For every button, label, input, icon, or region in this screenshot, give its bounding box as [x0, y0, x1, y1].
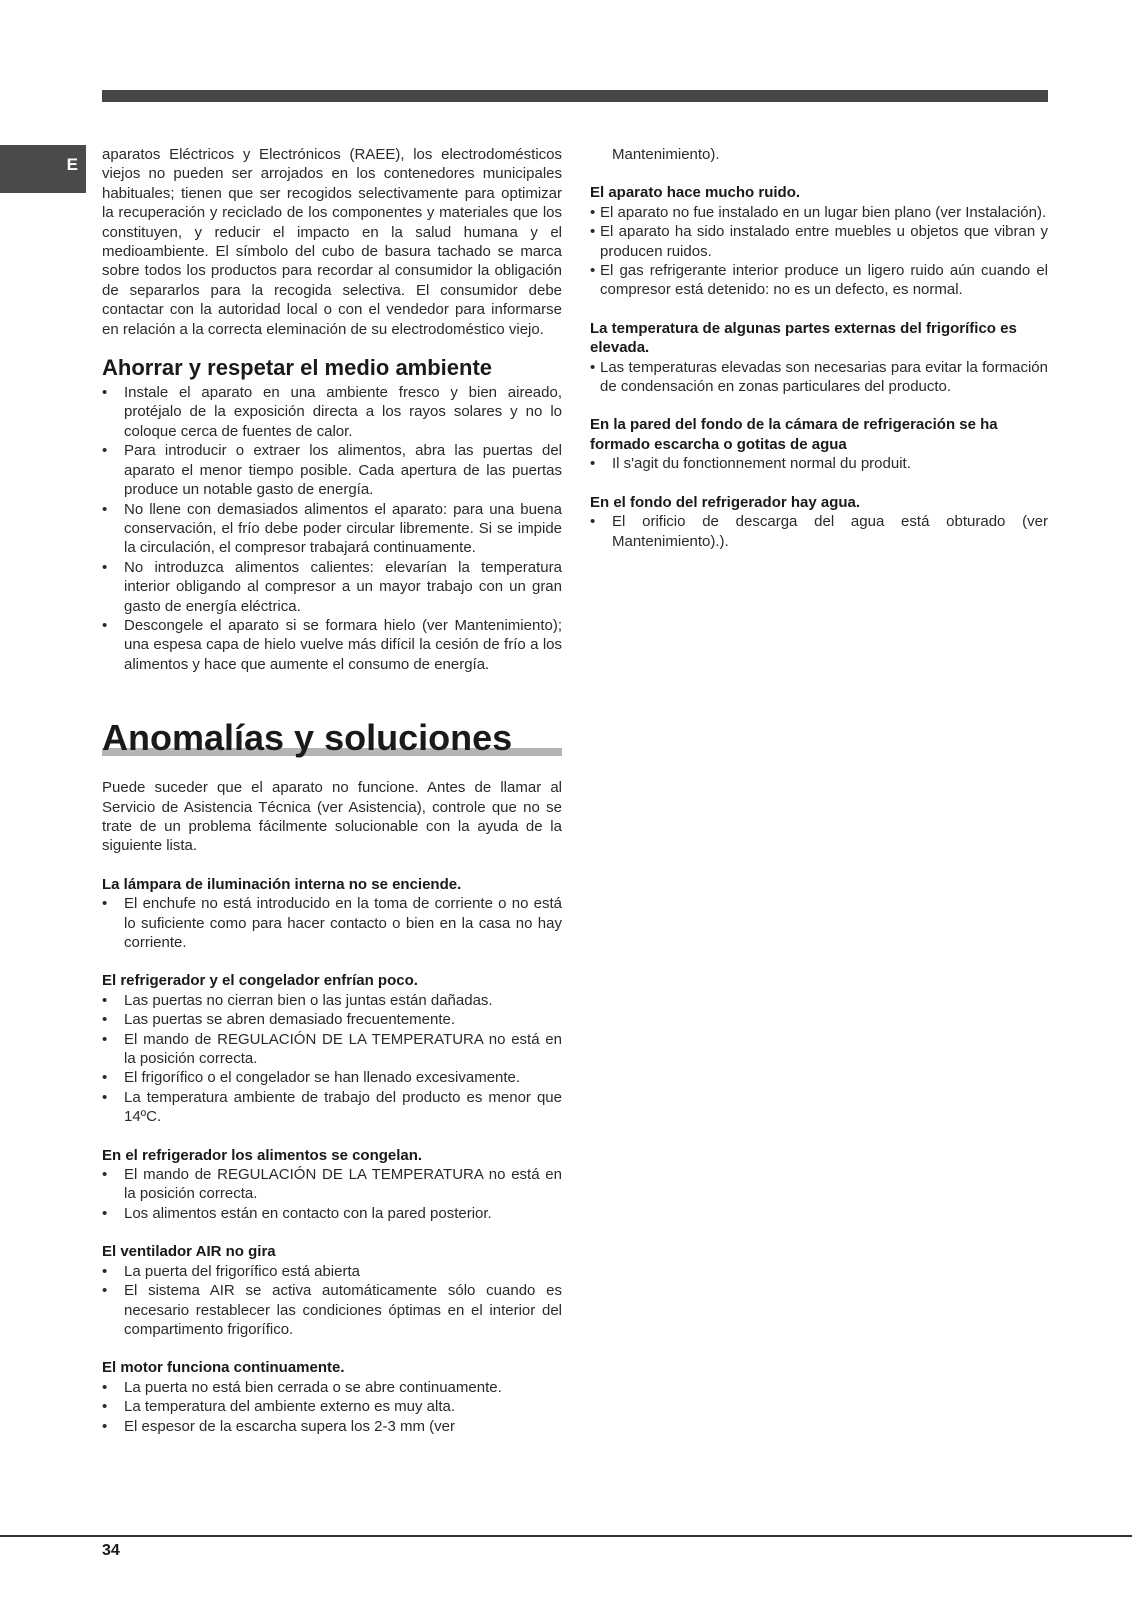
page-number: 34 — [102, 1542, 120, 1559]
list-item: • No llene con demasiados alimentos el aparato: para una buena conservación, el frío debe poder circular libremente. Si se impide la circulación, el compresor trabajará continuamente. — [102, 500, 562, 557]
continuation-text: Mantenimiento). — [612, 146, 720, 163]
solution-list — [102, 1262, 562, 1340]
right-column — [590, 145, 1048, 551]
problem-title: El refrigerador y el congelador enfrían poco. — [102, 972, 418, 990]
list-item: • Las puertas se abren demasiado frecuentemente. — [102, 1011, 456, 1029]
left-column — [102, 145, 562, 1436]
bullet: • — [102, 1030, 108, 1048]
solution-list — [590, 203, 1048, 300]
bullet: • — [102, 1204, 108, 1222]
list-item: • El mando de REGULACIÓN DE LA TEMPERATURA no está en la posición correcta. — [102, 1166, 562, 1203]
anomalias-heading — [102, 718, 562, 758]
solution-list — [102, 894, 562, 952]
bullet: • — [102, 1069, 108, 1087]
list-item: • Las temperaturas elevadas son necesarias para evitar la formación de condensación en zonas particulares del producto. — [590, 358, 1048, 396]
bullet: • — [102, 1417, 108, 1435]
list-item: • El mando de REGULACIÓN DE LA TEMPERATURA no está en la posición correcta. — [102, 1030, 562, 1068]
bullet: • — [590, 455, 596, 473]
anomalias-intro: Puede suceder que el aparato no funcione. Antes de llamar al Servicio de Asistencia Técnica (ver Asistencia), controle que no se trate de un problema fácilmente solucionable con la ayuda de la siguiente lista. — [102, 779, 562, 855]
bullet: • — [102, 500, 108, 518]
list-item: • El aparato no fue instalado en un lugar bien plano (ver Instalación). — [590, 203, 1047, 221]
bullet: • — [590, 262, 596, 280]
bullet: • — [590, 358, 596, 376]
list-item: • El sistema AIR se activa automáticamente sólo cuando es necesario restablecer las condiciones óptimas en el interior del compartimento frigorífico. — [102, 1282, 562, 1338]
bullet: • — [102, 1378, 108, 1396]
bullet: • — [590, 203, 596, 221]
bullet: • — [102, 558, 108, 576]
solution-list — [102, 1378, 562, 1436]
section-title-ahorrar: Ahorrar y respetar el medio ambiente — [102, 355, 493, 381]
problem-title: El aparato hace mucho ruido. — [590, 184, 801, 202]
solution-list — [102, 1165, 562, 1223]
problem-title: En el fondo del refrigerador hay agua. — [590, 493, 861, 511]
bullet: • — [102, 384, 108, 402]
raee-paragraph: aparatos Eléctricos y Electrónicos (RAEE), los electrodomésticos viejos no pueden ser arrojados en los contenedores municipales habituales; tienen que ser recogidos selectivamente para optimizar la recuperación y reciclado de los componentes y materiales que los constituyen, y reducir el impacto en la salud humana y el medioambiente. El símbolo del cubo de basura tachado se marca sobre todos los productos para recordar al consumidor la obligación de separarlos para la recogida selectiva. El consumidor debe contactar con la autoridad local o con el vendedor para informarse en relación a la correcta eleminación de su electrodoméstico viejo. — [102, 146, 562, 338]
top-rule — [102, 90, 1048, 102]
problem-title: En la pared del fondo de la cámara de refrigeración se ha formado escarcha o gotitas de agua — [590, 416, 998, 453]
language-tab: E — [0, 145, 86, 193]
problem-title: El ventilador AIR no gira — [102, 1243, 276, 1261]
bullet: • — [102, 1282, 108, 1300]
list-item: • La puerta no está bien cerrada o se abre continuamente. — [102, 1378, 502, 1396]
list-item: • Las puertas no cierran bien o las juntas están dañadas. — [102, 991, 493, 1009]
bullet: • — [102, 1088, 108, 1106]
solution-list — [590, 512, 1048, 551]
list-item: • La temperatura ambiente de trabajo del producto es menor que 14ºC. — [102, 1088, 562, 1126]
list-item: • Los alimentos están en contacto con la pared posterior. — [102, 1204, 492, 1222]
list-item: • Il s'agit du fonctionnement normal du produit. — [590, 455, 911, 473]
solution-list — [590, 454, 1048, 473]
list-item: • La puerta del frigorífico está abierta — [102, 1262, 360, 1280]
list-item: • La temperatura del ambiente externo es muy alta. — [102, 1398, 456, 1416]
list-item: • El gas refrigerante interior produce un ligero ruido aún cuando el compresor está detenido: no es un defecto, es normal. — [590, 262, 1048, 299]
list-item: • El frigorífico o el congelador se han llenado excesivamente. — [102, 1069, 521, 1087]
list-item: • Para introducir o extraer los alimentos, abra las puertas del aparato el menor tiempo posible. Cada apertura de las puertas produce un notable gasto de energía. — [102, 442, 562, 499]
problem-title: La lámpara de iluminación interna no se enciende. — [102, 875, 462, 893]
problem-title: La temperatura de algunas partes externas del frigorífico es elevada. — [590, 319, 1017, 357]
ahorrar-list — [102, 383, 562, 674]
list-item: • El espesor de la escarcha supera los 2-3 mm (ver — [102, 1417, 455, 1435]
bullet: • — [102, 1262, 108, 1280]
list-item: • El orificio de descarga del agua está obturado (ver Mantenimiento).). — [590, 513, 1048, 550]
bullet: • — [102, 895, 108, 913]
page-title: Anomalías y soluciones — [102, 717, 513, 759]
list-item: • Descongele el aparato si se formara hielo (ver Mantenimiento); una espesa capa de hielo vuelve más difícil la cesión de frío a los alimentos y hace que aumente el consumo de energía. — [102, 616, 562, 673]
solution-list — [590, 358, 1048, 397]
bullet: • — [102, 616, 108, 634]
problem-title: El motor funciona continuamente. — [102, 1359, 345, 1377]
bullet: • — [102, 1398, 108, 1416]
list-item: • No introduzca alimentos calientes: elevarían la temperatura interior obligando al compresor a un mayor trabajo con un gran gasto de energía eléctrica. — [102, 558, 562, 615]
footer-rule — [0, 1535, 1132, 1537]
bullet: • — [590, 513, 596, 531]
solution-list — [102, 991, 562, 1127]
bullet: • — [102, 991, 108, 1009]
bullet: • — [590, 223, 596, 241]
list-item: • El aparato ha sido instalado entre muebles u objetos que vibran y producen ruidos. — [590, 223, 1048, 260]
bullet: • — [102, 1011, 108, 1029]
list-item: • El enchufe no está introducido en la toma de corriente o no está lo suficiente como para hacer contacto o bien en la casa no hay corriente. — [102, 895, 562, 951]
problem-title: En el refrigerador los alimentos se congelan. — [102, 1146, 423, 1164]
bullet: • — [102, 442, 108, 460]
list-item: • Instale el aparato en una ambiente fresco y bien aireado, protéjalo de la exposición directa a los rayos solares y no lo coloque cerca de fuentes de calor. — [102, 384, 562, 440]
bullet: • — [102, 1166, 108, 1184]
